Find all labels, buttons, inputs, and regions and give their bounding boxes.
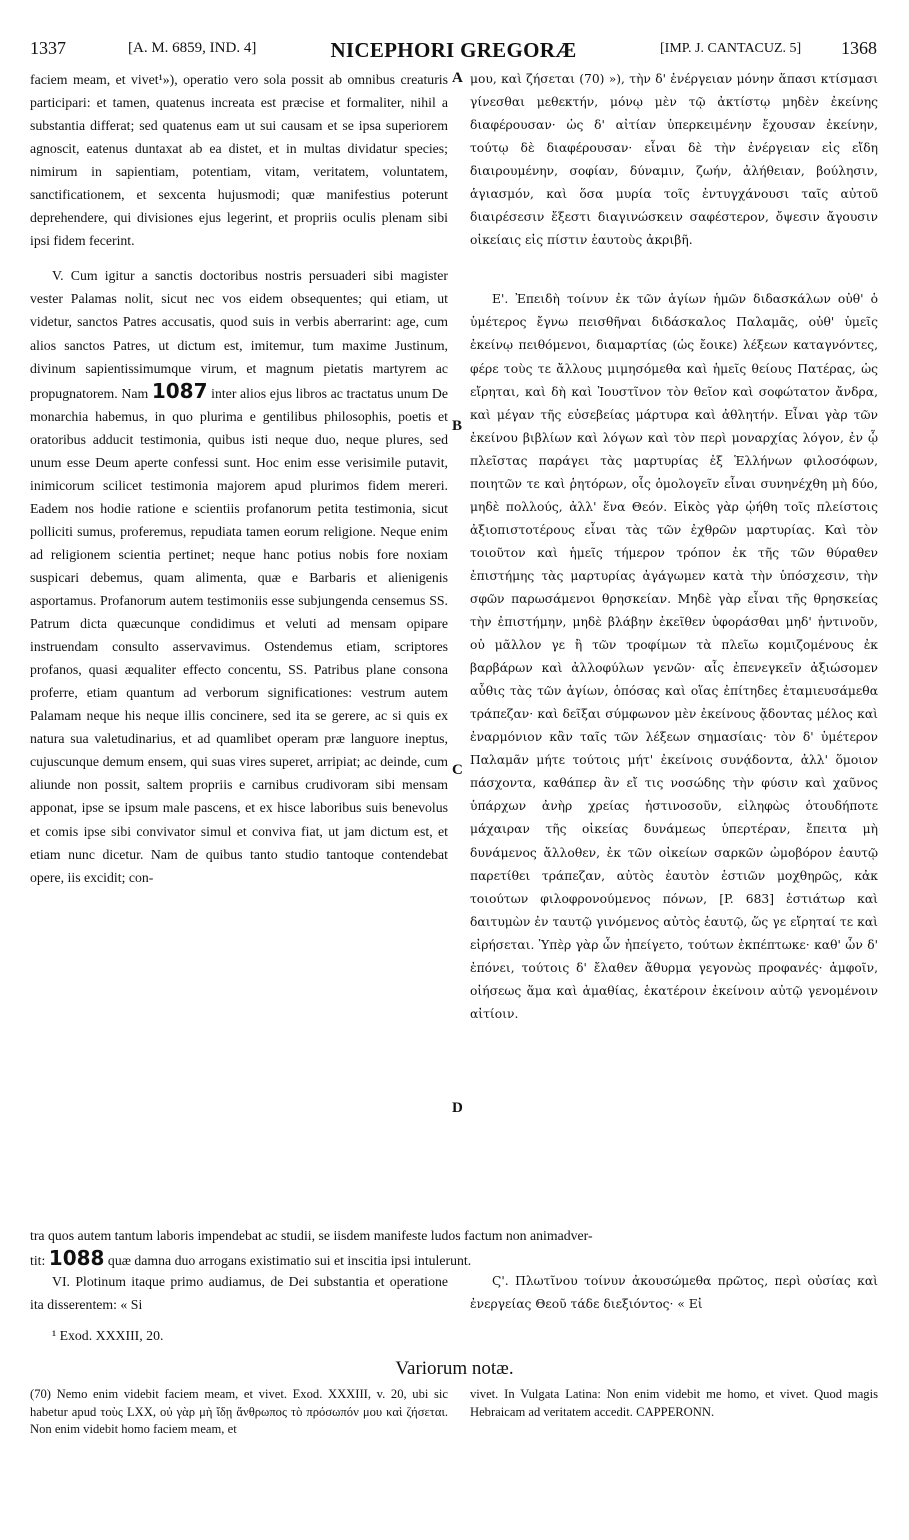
latin-paragraph-1: faciem meam, et vivet¹»), operatio vero sola possit ab omnibus creaturis participari: et tamen, quatenus increata est præcise et formaliter, nihil a substantia differat; sed quatenus eam ut sui causam et se ipsa superiorem agnoscit, eatenus duntaxat ab ea distet, et in multas dividatur species; nimirum in sapientiam, potentiam, vitam, veritatem, voluntatem, sanctificationem, et sexcenta hujusmodi; quæ manifestius poterunt deprehendere, qui divisiones ejus legerint, et propriis oculis plenam sibi ipsi fidem fecerint. bbox=[30, 72, 448, 249]
greek-paragraph-1: μου, καὶ ζήσεται (70) »), τὴν δ' ἐνέργειαν μόνην ἅπασι κτίσμασι γίνεσθαι μεθεκτήν, μόνῳ μὲν τῷ ἀκτίστῳ μηδὲν ἐκείνης διαφέρουσαν· ὡς δ' αἰτίαν ὑπερκειμένην ἔχουσαν ἐκείνην, τούτῳ δὲ διαφέρουσαν· εἶναι δὲ τὴν ἐνέργειαν εἰς εἴδη διαιρουμένην, σοφίαν, δύναμιν, ζωήν, ἀλήθειαν, βούλησιν, ἁγιασμόν, καὶ ὅσα μυρία τοῖς ἐντυγχάνουσι ταῖς αὐτοῦ διαιρέσεσιν ἔξεστι διαγινώσκειν σαφέστερον, ὄψεσιν ἄγουσιν οἰκείαις εἰς πίστιν ἑαυτοὺς ἀκριβῆ. bbox=[470, 72, 878, 248]
latin-paragraph-6: VI. Plotinum itaque primo audiamus, de Dei substantia et operatione ita disserentem: « Si bbox=[30, 1274, 448, 1313]
page-number-left: 1337 bbox=[30, 38, 66, 58]
latin-column bbox=[30, 68, 448, 889]
notes-title: Variorum notæ. bbox=[395, 1358, 514, 1379]
cross-column-line-2 bbox=[30, 1247, 878, 1272]
cross-line-2-start: tit: bbox=[30, 1253, 46, 1268]
notes-right-column: vivet. In Vulgata Latina: Non enim videbit me homo, et vivet. Quod magis Hebraicam ad veritatem accedit. CAPPERONN. bbox=[470, 1387, 878, 1419]
margin-letter-d: D bbox=[452, 1100, 463, 1116]
greek-paragraph-2 bbox=[470, 288, 878, 1026]
running-title: NICEPHORI GREGORÆ bbox=[330, 38, 577, 62]
page-header bbox=[30, 38, 877, 68]
section-number-5: Ε'. bbox=[492, 292, 509, 307]
greek-paragraph-2-body: Ἐπειδὴ τοίνυν ἐκ τῶν ἁγίων ἡμῶν διδασκάλων οὐθ' ὁ ὑμέτερος ἔγνω πεισθῆναι διδάσκαλος Παλαμᾶς, οὐθ' ὑμεῖς ἐκείνῳ πειθόμενοι, διαμαρτίας (ὡς ἔοικε) λέξεων καταγνόντες, φέρε τοὺς τε ἄλλους μιμησόμεθα καὶ ἡμεῖς θείους Πατέρας, ὡς εἴρηται, καὶ δὴ καὶ Ἰουστῖνον τὸν θεῖον καὶ σοφώτατον ἄνδρα, καὶ μέγαν τῆς εὐσεβείας μάρτυρα καὶ ἀθλητήν. Εἶναι γὰρ τῶν ἐκείνου βιβλίων καὶ λόγων καὶ τὸν περὶ μοναρχίας λόγον, ἐν ᾧ πλεῖστας παράγει τὰς μαρτυρίας ἐξ Ἑλλήνων φιλοσόφων, ποιητῶν τε καὶ ῥητόρων, οἷς ὁμολογεῖν εἶναι συνηνέχθη μὴ δύο, μηδὲ πολλούς, ἀλλ' ἕνα Θεόν. Εἰκὸς γὰρ ᾠήθη τοῖς πλείστοις ἀξιοπιστοτέρους εἶναι τὰς τῶν ἐχθρῶν μαρτυρίας. Καὶ τὸν τοιοῦτον καὶ ἡμεῖς τήμερον τρόπον ἐκ τῆς τῶν θύραθεν ἐπιστήμης τὰς μαρτυρίας ἀγάγωμεν κατὰ τὴν ὑπόσχεσιν, τὴν σφῶν παρωσάμενοι θρησκείαν. Μηδὲ γὰρ εἶναι τῆς θρησκείας τὴν ἐπιστήμην, μηδὲ βλάβην ἐκεῖθεν ὑφοράσθαι μηδ' ἡντινοῦν, οὐ μᾶλλον γε ἢ τῶν τροφίμων τὰ πλεῖω κομιζομένους ἐκ βαρβάρων καὶ ἀλλοφύλων γενῶν· αἷς ἐπενεγκεῖν ἀξιώσομεν αὖθις τὰς τῶν ἁγίων, ὁπόσας καὶ οἵας ἐπίτηδες ἐταμιευσάμεθα τράπεζαν· καὶ δεῖξαι σύμφωνον μὲν ἐκείνους ᾄδοντας μέλος καὶ ἐναρμόνιον κἂν ταῖς τῶν λέξεων σημασίαις· τὸν δ' ὑμέτερον Παλαμᾶν μήτε τούτοις μήτ' ἐκείνοις συνᾴδοντα, ἀλλ' ὅμοιον πάσχοντα, καθάπερ ἂν εἴ τις νοσώδης τὴν φύσιν καὶ χαῦνος ὑπάρχων ἀνὴρ χρείας ἡστινοσοῦν, εἰληφὼς ὁτουδήποτε μάχαιραν τῆς οἰκείας δυνάμεως ὑπερτέραν, ἔπειτα μὴ δυνάμενος ἄλλοθεν, ἐκ τῶν οἰκείων σαρκῶν ὠμοβόρον ἑαυτῷ παρετίθει τράπεζαν, αὐτὸς ἑαυτὸν ἑστιῶν μοχθηρῶς, κἀκ τοιούτων φιλοφρονούμενος πόνων, bbox=[470, 292, 878, 906]
page-number-right: 1368 bbox=[841, 38, 877, 58]
latin-section-6 bbox=[30, 1270, 448, 1316]
greek-section-6 bbox=[470, 1270, 878, 1316]
greek-column bbox=[470, 68, 878, 1026]
column-number-1087: 1087 bbox=[151, 378, 208, 403]
margin-letter-a: A bbox=[452, 70, 463, 86]
latin-paragraph-2 bbox=[30, 264, 448, 888]
notes-left-column: (70) Nemo enim videbit faciem meam, et vivet. Exod. XXXIII, v. 20, ubi sic habetur apud τοὺς LXX, οὐ γὰρ μὴ ἴδῃ ἄνθρωπος τὸ πρόσωπόν μου καὶ ζήσεται. Non enim videbit homo faciem meam, et bbox=[30, 1387, 448, 1437]
greek-paragraph-2-end: ἑστιάτωρ καὶ δαιτυμὼν ἐν ταυτῷ γινόμενος αὐτὸς ἑαυτῷ, ὥς γε εἴρηταί τε καὶ εἰρήσεται. Ὑπὲρ γὰρ ὧν ἠπείγετο, τούτων ἐκπέπτωκε· καθ' ὧν δ' ἐπόνει, τούτοις δ' ἔλαθεν ἄθυρμα γεγονὼς προφανές· ἀμφοῖν, οἰήσεως ἅμα καὶ ἀμαθίας, ἑκατέροιν ἐκείνοιν αὐτῷ γενομένοιν αἰτίοιν. bbox=[470, 891, 878, 1021]
column-number-1088: 1088 bbox=[48, 1246, 105, 1270]
margin-letter-c: C bbox=[452, 762, 463, 778]
cross-column-line-1: tra quos autem tantum laboris impendebat ac studii, se iisdem manifeste ludos factum non animadver- bbox=[30, 1228, 593, 1243]
footnote: ¹ Exod. XXXIII, 20. bbox=[52, 1328, 164, 1343]
section-number-6: Ϛ'. bbox=[492, 1274, 509, 1288]
header-date: [A. M. 6859, IND. 4] bbox=[128, 40, 257, 56]
latin-paragraph-2-start: V. Cum igitur a sanctis doctoribus nostris persuaderi sibi magister vester Palamas nolit, sicut nec vos eidem obsequentes; qui etiam, ut videtur, sanctos Patres accusatis, quod suis in verbis aberrarint: age, cum alios sanctos Patres, ut dictum est, imitemur, tum maxime Justinum, divinum sapientissimumque virum, et magnum pietatis martyrem ac propugnatorem. Nam bbox=[30, 268, 448, 401]
latin-paragraph-2-body: inter alios ejus libros ac tractatus unum De monarchia habemus, in quo plurima e gentilibus philosophis, poetis et oratoribus adducit testimonia, quibus isti neque duo, neque plures, sed unum esse Deum aperte confessi sunt. Hoc enim esse verisimile putavit, inimicorum scilicet testimonia majorem apud plurimos fidem mereri. Eadem nos hodie ratione e scientiis profanorum petita testimonia, sicut polliciti sumus, proferemus, repudiata tamen eorum religione. Neque enim ad religionem scientia pertinet; neque hanc potius nobis fore noxiam suspicari debemus, quam alimenta, quæ e Barbaris et alienigenis asportamus. Profanorum autem testimoniis esse subjungenda censemus SS. Patrum dicta quæcunque condidimus et veluti ad mensam opipare instruendam consulto asservavimus. Ostendemus etiam, scriptores profanos, quasi æqualiter effecto concentu, SS. Patribus plane consona proferre, etiam quantum ad verborum significationes: vestrum autem Palamam neque his neque illis concinere, sed ita se gerere, ac si quis ex natura sua valetudinarius, et ad quamlibet operam præ languore ineptus, cujuscunque demum ensem, qui suas vires superet, arripiat; ac deinde, cum aliunde non possit, saltem propriis e carnibus crudivoram sibi mensam apponat, ipse se ipsum male pascens, et ex hisce laboribus suis benevolus et comis ipse sibi convivator simul et conviva fiat, ut jam dictum est, et etiam nunc dicetur. Nam de quibus tanto studio tantoque contendebat opere, iis excidit; con- bbox=[30, 385, 449, 885]
page-reference: [P. 683] bbox=[719, 891, 775, 906]
greek-paragraph-6-body: Πλωτῖνου τοίνυν ἀκουσώμεθα πρῶτος, περὶ οὐσίας καὶ ἐνεργείας Θεοῦ τάδε διεξιόντος· « Εἰ bbox=[470, 1274, 878, 1312]
header-emperor: [IMP. J. CANTACUZ. 5] bbox=[660, 41, 802, 56]
greek-paragraph-6 bbox=[470, 1270, 878, 1316]
margin-letter-b: B bbox=[452, 418, 463, 434]
cross-line-2-end: quæ damna duo arrogans existimatio sui et inscitia ipsi intulerunt. bbox=[107, 1253, 472, 1268]
